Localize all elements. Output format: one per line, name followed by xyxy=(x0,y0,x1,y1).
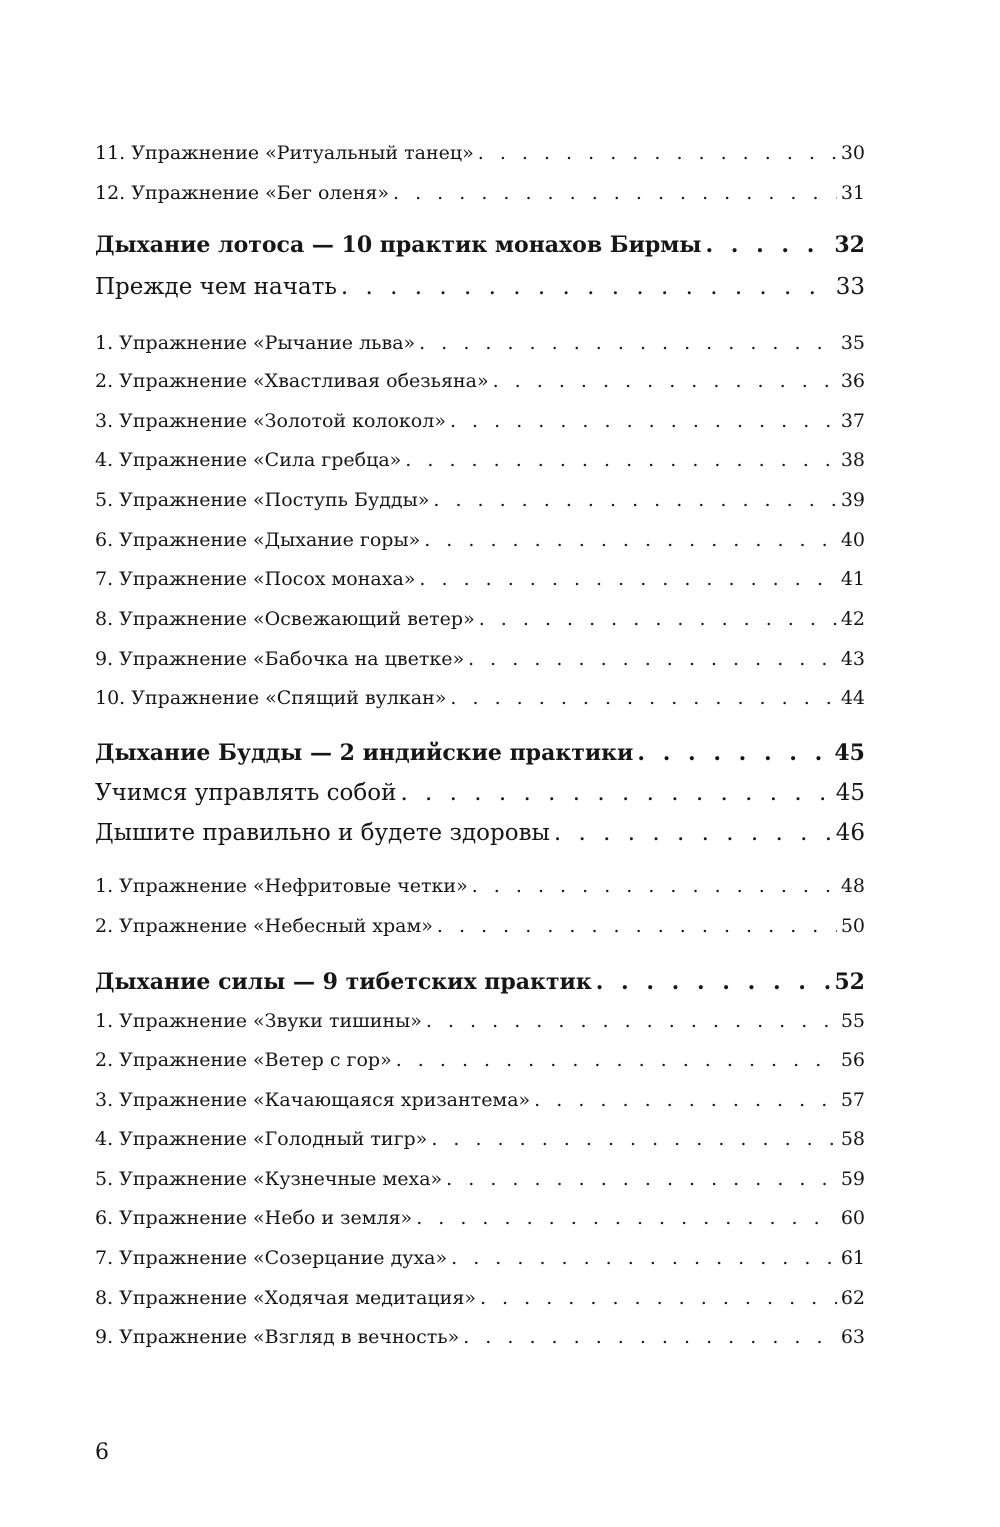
toc-entry-page: 62 xyxy=(840,1287,865,1309)
toc-entry xyxy=(95,529,865,551)
dot-leader xyxy=(419,332,837,354)
toc-entry xyxy=(95,1168,865,1190)
toc-entry xyxy=(95,1128,865,1150)
toc-entry xyxy=(95,1207,865,1229)
dot-leader xyxy=(426,1010,837,1032)
toc-entry-page: 39 xyxy=(840,489,865,511)
dot-leader xyxy=(478,142,837,164)
toc-entry-title: 8. Упражнение «Ходячая медитация» xyxy=(95,1287,476,1309)
toc-entry-title: Дышите правильно и будете здоровы xyxy=(95,820,550,846)
toc-subheading xyxy=(95,780,865,806)
dot-leader xyxy=(480,1287,837,1309)
toc-entry xyxy=(95,608,865,630)
toc-entry xyxy=(95,915,865,937)
dot-leader xyxy=(637,740,830,766)
dot-leader xyxy=(446,1168,837,1190)
toc-entry xyxy=(95,1010,865,1032)
toc-entry-page: 41 xyxy=(840,568,865,590)
dot-leader xyxy=(405,449,837,471)
toc-entry-title: 1. Упражнение «Звуки тишины» xyxy=(95,1010,422,1032)
toc-entry xyxy=(95,410,865,432)
toc-entry-page: 44 xyxy=(840,687,865,709)
toc-entry xyxy=(95,648,865,670)
toc-entry-page: 43 xyxy=(840,648,865,670)
toc-entry-title: 12. Упражнение «Бег оленя» xyxy=(95,182,389,204)
toc-entry-title: 3. Упражнение «Качающаяся хризантема» xyxy=(95,1089,531,1111)
dot-leader xyxy=(705,232,830,258)
dot-leader xyxy=(493,370,837,392)
toc-entry xyxy=(95,332,865,354)
toc-entry xyxy=(95,1287,865,1309)
toc-section-heading xyxy=(95,740,865,766)
dot-leader xyxy=(437,915,837,937)
dot-leader xyxy=(341,274,832,300)
dot-leader xyxy=(451,1247,837,1269)
toc-entry-title: 7. Упражнение «Созерцание духа» xyxy=(95,1247,448,1269)
toc-entry-title: Дыхание лотоса — 10 практик монахов Бирмы xyxy=(95,232,702,258)
toc-entry-title: 1. Упражнение «Рычание льва» xyxy=(95,332,416,354)
toc-entry-page: 58 xyxy=(840,1128,865,1150)
toc-entry-title: 2. Упражнение «Хвастливая обезьяна» xyxy=(95,370,489,392)
toc-entry-title: 2. Упражнение «Небесный храм» xyxy=(95,915,433,937)
toc-entry-page: 61 xyxy=(840,1247,865,1269)
toc-entry xyxy=(95,142,865,164)
toc-entry-page: 56 xyxy=(840,1049,865,1071)
toc-entry xyxy=(95,182,865,204)
toc-entry-title: 6. Упражнение «Дыхание горы» xyxy=(95,529,421,551)
dot-leader xyxy=(416,1207,837,1229)
toc-subheading xyxy=(95,274,865,300)
toc-entry-title: 5. Упражнение «Кузнечные меха» xyxy=(95,1168,443,1190)
toc-entry-title: 3. Упражнение «Золотой колокол» xyxy=(95,410,446,432)
dot-leader xyxy=(479,608,837,630)
toc-entry xyxy=(95,568,865,590)
toc-section-heading xyxy=(95,969,865,995)
toc-entry-page: 38 xyxy=(840,449,865,471)
toc-entry-page: 30 xyxy=(840,142,865,164)
toc-entry-title: 8. Упражнение «Освежающий ветер» xyxy=(95,608,475,630)
dot-leader xyxy=(472,875,837,897)
toc-subheading xyxy=(95,820,865,846)
toc-entry xyxy=(95,370,865,392)
toc-entry-page: 63 xyxy=(840,1326,865,1348)
toc-entry-page: 59 xyxy=(840,1168,865,1190)
toc-entry-title: 4. Упражнение «Голодный тигр» xyxy=(95,1128,428,1150)
page-number: 6 xyxy=(95,1440,109,1465)
toc-entry-page: 36 xyxy=(840,370,865,392)
toc-entry xyxy=(95,489,865,511)
toc-entry-page: 45 xyxy=(835,780,865,806)
toc-entry-title: 9. Упражнение «Бабочка на цветке» xyxy=(95,648,465,670)
toc-entry xyxy=(95,1326,865,1348)
toc-entry xyxy=(95,875,865,897)
toc-entry-title: 6. Упражнение «Небо и земля» xyxy=(95,1207,413,1229)
dot-leader xyxy=(534,1089,837,1111)
toc-entry-page: 52 xyxy=(834,969,865,995)
toc-entry xyxy=(95,449,865,471)
toc-entry xyxy=(95,1049,865,1071)
dot-leader xyxy=(424,529,837,551)
toc-entry-title: 7. Упражнение «Посох монаха» xyxy=(95,568,416,590)
toc-entry-page: 42 xyxy=(840,608,865,630)
dot-leader xyxy=(450,687,836,709)
dot-leader xyxy=(463,1326,837,1348)
dot-leader xyxy=(468,648,837,670)
toc-entry-page: 32 xyxy=(834,232,865,258)
toc-entry-page: 57 xyxy=(840,1089,865,1111)
toc-entry-page: 45 xyxy=(834,740,865,766)
dot-leader xyxy=(393,182,837,204)
toc-section-heading xyxy=(95,232,865,258)
dot-leader xyxy=(400,780,831,806)
toc-entry-page: 60 xyxy=(840,1207,865,1229)
toc-entry-title: 11. Упражнение «Ритуальный танец» xyxy=(95,142,474,164)
toc-entry-page: 48 xyxy=(840,875,865,897)
toc-entry-title: Дыхание силы — 9 тибетских практик xyxy=(95,969,592,995)
toc-entry-title: 4. Упражнение «Сила гребца» xyxy=(95,449,402,471)
dot-leader xyxy=(419,568,836,590)
toc-entry-page: 40 xyxy=(840,529,865,551)
toc-entry-title: 2. Упражнение «Ветер с гор» xyxy=(95,1049,392,1071)
toc-entry xyxy=(95,687,865,709)
toc-entry-page: 33 xyxy=(835,274,865,300)
dot-leader xyxy=(596,969,831,995)
dot-leader xyxy=(433,489,836,511)
toc-entry-title: 10. Упражнение «Спящий вулкан» xyxy=(95,687,447,709)
toc-entry-title: 1. Упражнение «Нефритовые четки» xyxy=(95,875,468,897)
dot-leader xyxy=(431,1128,837,1150)
dot-leader xyxy=(396,1049,837,1071)
toc-entry-page: 31 xyxy=(840,182,865,204)
toc-entry-page: 55 xyxy=(840,1010,865,1032)
toc-entry-page: 37 xyxy=(840,410,865,432)
dot-leader xyxy=(450,410,837,432)
toc-entry-title: Учимся управлять собой xyxy=(95,780,397,806)
toc-entry-page: 35 xyxy=(840,332,865,354)
toc-entry-title: 9. Упражнение «Взгляд в вечность» xyxy=(95,1326,460,1348)
dot-leader xyxy=(554,820,832,846)
toc-entry-page: 46 xyxy=(835,820,865,846)
toc-entry-title: 5. Упражнение «Поступь Будды» xyxy=(95,489,430,511)
toc-entry xyxy=(95,1089,865,1111)
toc-entry-page: 50 xyxy=(840,915,865,937)
toc-entry-title: Дыхание Будды — 2 индийские практики xyxy=(95,740,634,766)
toc-entry xyxy=(95,1247,865,1269)
toc-entry-title: Прежде чем начать xyxy=(95,274,337,300)
